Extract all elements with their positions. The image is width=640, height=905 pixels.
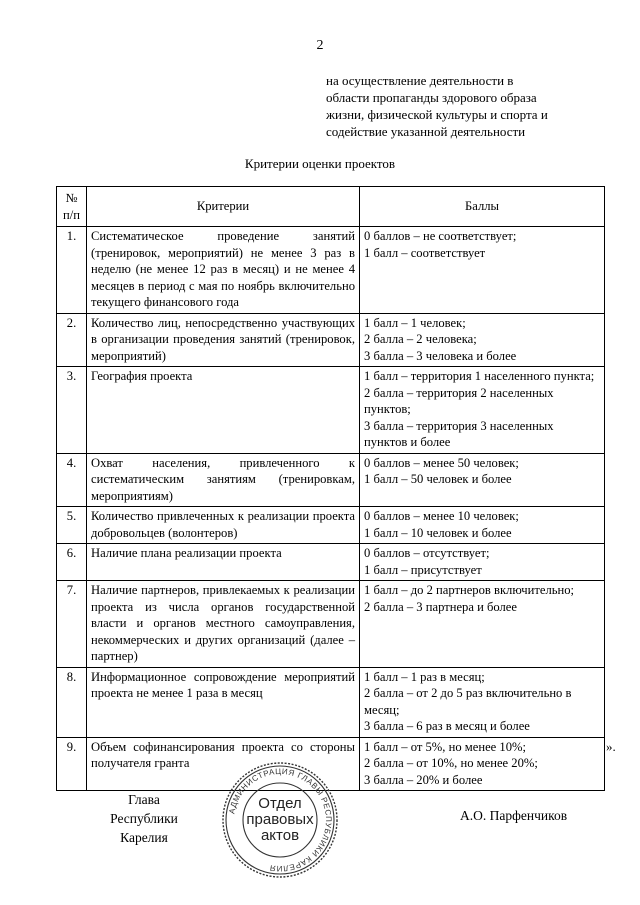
intro-line: жизни, физической культуры и спорта и	[326, 107, 548, 122]
row-number: 9.	[57, 737, 87, 791]
row-number: 5.	[57, 507, 87, 544]
criterion-text: Наличие партнеров, привлекаемых к реализации проекта из числа органов государственной власти и органов местного самоуправления, некоммерческих и других организаций (далее – партнер)	[87, 581, 360, 668]
row-number: 7.	[57, 581, 87, 668]
scores-cell	[360, 367, 605, 454]
table-title: Критерии оценки проектов	[244, 156, 396, 171]
intro-text	[326, 72, 616, 140]
score-line: 3 балла – 3 человека и более	[364, 348, 517, 363]
criterion-text: Объем софинансирования проекта со стороны получателя гранта	[87, 737, 360, 791]
scores-cell	[360, 544, 605, 581]
header-criteria: Критерии	[87, 187, 360, 227]
signatory-title-line: Республики Карелия	[110, 811, 178, 845]
scores-cell	[360, 313, 605, 367]
stamp-center-text	[221, 761, 339, 879]
score-line: 2 балла – территория 2 населенных пунктов;	[364, 385, 554, 416]
score-line: 3 балла – 20% и более	[364, 772, 483, 787]
intro-line: области пропаганды здорового образа	[326, 90, 537, 105]
score-line: 1 балл – до 2 партнеров включительно;	[364, 583, 575, 597]
criterion-text: Систематическое проведение занятий (тренировок, мероприятий) не менее 3 раз в неделю (не менее 12 раз в месяц) и не менее 4 месяцев в период с мая по ноябрь включительно текущего финансового года	[87, 227, 360, 314]
table-row	[57, 453, 605, 507]
scores-cell	[360, 667, 605, 737]
criteria-table-body	[57, 227, 605, 791]
criteria-table	[56, 186, 605, 791]
score-line: 2 балла – 2 человека;	[364, 332, 477, 346]
closing-quote: ».	[606, 739, 616, 754]
row-number: 3.	[57, 367, 87, 454]
official-stamp	[221, 761, 339, 879]
row-number: 4.	[57, 453, 87, 507]
score-line: 1 балл – 10 человек и более	[364, 525, 512, 540]
score-line: 3 балла – 6 раз в месяц и более	[364, 719, 530, 733]
score-line: 0 баллов – отсутствует;	[364, 546, 490, 560]
table-row	[57, 313, 605, 367]
scores-cell	[360, 737, 605, 791]
intro-line: содействие указанной деятельности	[326, 124, 526, 139]
scores-cell	[360, 507, 605, 544]
criterion-text: Наличие плана реализации проекта	[87, 544, 360, 581]
intro-line: на осуществление деятельности в	[326, 73, 514, 88]
score-line: 0 баллов – менее 10 человек;	[364, 509, 519, 523]
criterion-text: Количество привлеченных к реализации проекта добровольцев (волонтеров)	[87, 507, 360, 544]
score-line: 2 балла – от 2 до 5 раз включительно в месяц;	[364, 686, 572, 717]
criterion-text: Охват населения, привлеченного к систематическим занятиям (тренировкам, мероприятиям)	[87, 453, 360, 507]
score-line: 1 балл – от 5%, но менее 10%;	[364, 739, 526, 754]
header-scores: Баллы	[360, 187, 605, 227]
row-number: 1.	[57, 227, 87, 314]
signatory-title-line: Глава	[128, 792, 160, 807]
score-line: 1 балл – территория 1 населенного пункта;	[364, 369, 595, 383]
table-row	[57, 544, 605, 581]
scores-cell	[360, 581, 605, 668]
score-line: 2 балла – от 10%, но менее 20%;	[364, 756, 538, 770]
signatory-title	[94, 790, 194, 847]
table-row	[57, 227, 605, 314]
stamp-line: актов	[260, 827, 300, 844]
scores-cell	[360, 453, 605, 507]
score-line: 0 баллов – не соответствует;	[364, 229, 517, 243]
stamp-ring-text: АДМИНИСТРАЦИЯ ГЛАВЫ РЕСПУБЛИКИ КАРЕЛИЯ	[227, 766, 334, 874]
table-row	[57, 507, 605, 544]
table-row	[57, 581, 605, 668]
row-number: 6.	[57, 544, 87, 581]
score-line: 2 балла – 3 партнера и более	[364, 599, 517, 614]
score-line: 3 балла – территория 3 населенных пунктов и более	[364, 418, 554, 449]
table-header-row	[57, 187, 605, 227]
score-line: 1 балл – соответствует	[364, 245, 486, 260]
criterion-text: География проекта	[87, 367, 360, 454]
row-number: 8.	[57, 667, 87, 737]
score-line: 1 балл – 1 раз в месяц;	[364, 669, 485, 684]
page-number: 2	[316, 38, 324, 53]
criterion-text: Информационное сопровождение мероприятий проекта не менее 1 раза в месяц	[87, 667, 360, 737]
stamp-line: правовых	[246, 811, 314, 828]
score-line: 1 балл – 50 человек и более	[364, 472, 512, 486]
score-line: 0 баллов – менее 50 человек;	[364, 455, 519, 470]
table-row	[57, 667, 605, 737]
signatory-name: А.О. Парфенчиков	[460, 808, 568, 823]
table-row	[57, 367, 605, 454]
score-line: 1 балл – присутствует	[364, 562, 482, 577]
header-num: № п/п	[57, 187, 87, 227]
criterion-text: Количество лиц, непосредственно участвующих в организации проведения занятий (тренировок, мероприятий)	[87, 313, 360, 367]
stamp-line: Отдел	[258, 795, 302, 812]
scores-cell	[360, 227, 605, 314]
row-number: 2.	[57, 313, 87, 367]
score-line: 1 балл – 1 человек;	[364, 315, 466, 330]
